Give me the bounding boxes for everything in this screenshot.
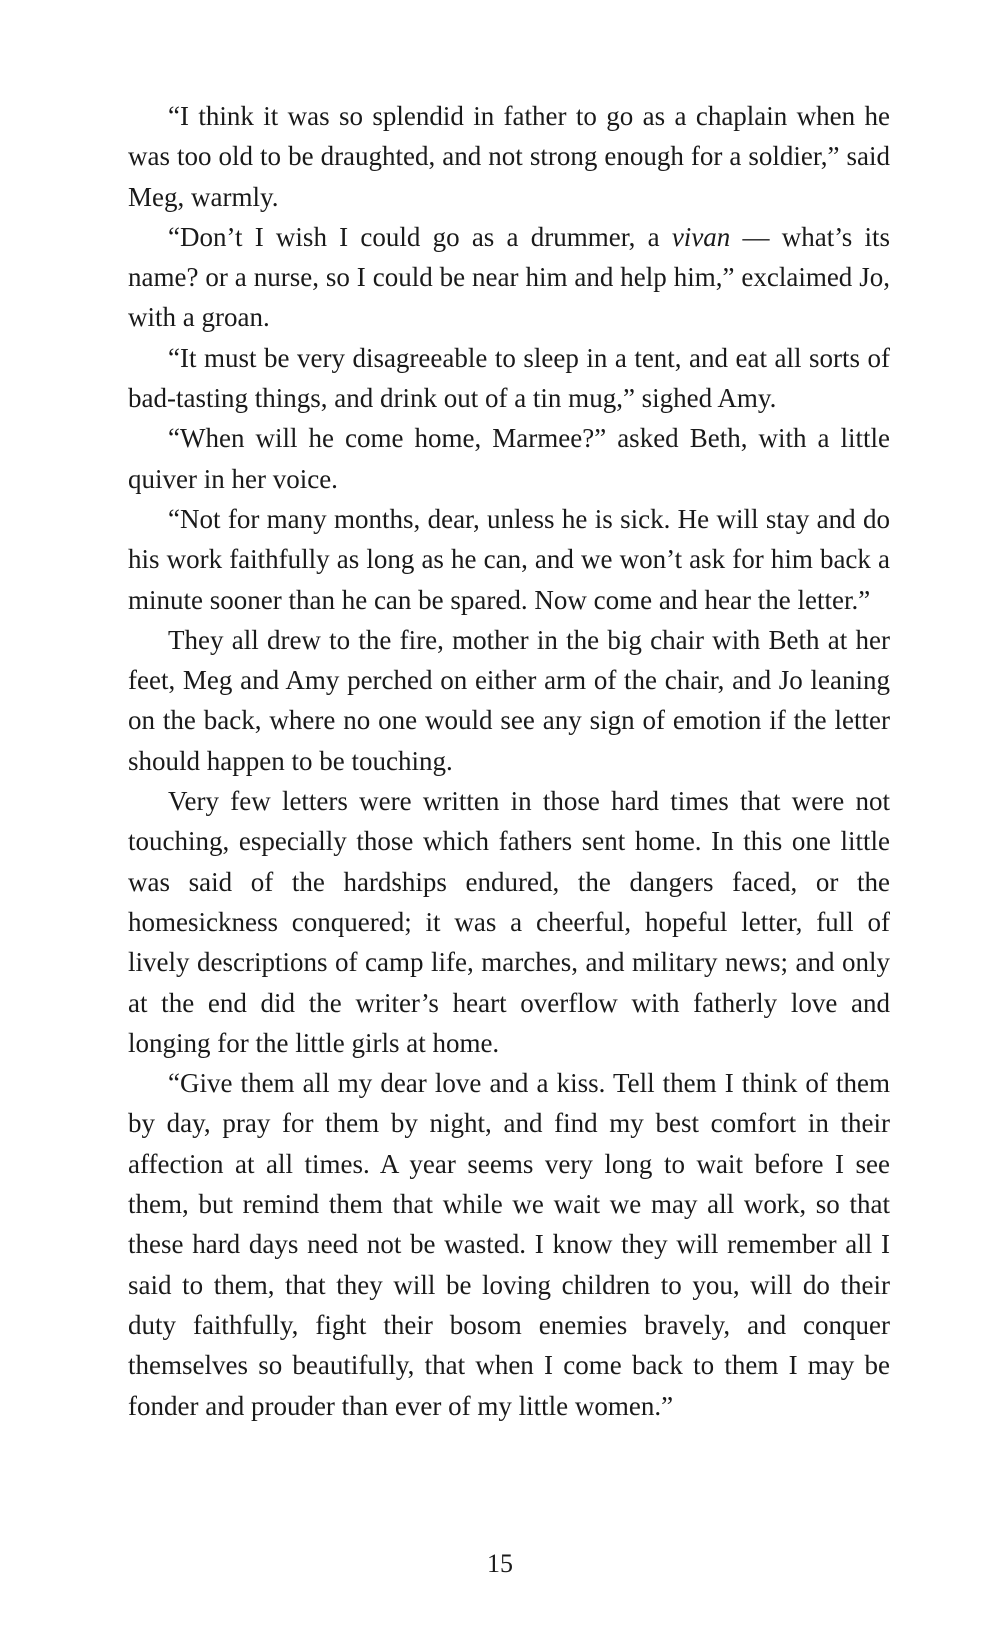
paragraph-letter-quote: “Give them all my dear love and a kiss. Tell them I think of them by day, pray for them by night, and find my best comfort in their affection at all times. A year seems very long to wait before I see them, but remind them that while we wait we may all work, so that these hard days need not be wasted. I know they will remember all I said to them, that they will be loving children to you, will do their duty faithfully, fight their bosom enemies bravely, and conquer themselves so beautifully, that when I come back to them I may be fonder and prouder than ever of my little women.” — [128, 1068, 890, 1421]
paragraph-fire: They all drew to the fire, mother in the big chair with Beth at her feet, Meg and Amy perched on either arm of the chair, and Jo leaning on the back, where no one would see any sign of emotion if the letter should happen to be touching. — [128, 624, 890, 776]
paragraph-jo — [128, 217, 890, 338]
paragraph-beth: “When will he come home, Marmee?” asked Beth, with a little quiver in her voice. — [128, 423, 890, 494]
paragraph-mother: “Not for many months, dear, unless he is sick. He will stay and do his work faithfully as long as he can, and we won’t ask for him back a minute sooner than he can be spared. Now come and hear the letter.” — [128, 503, 890, 615]
italic-word: vivan — [671, 221, 731, 252]
paragraph-jo-start: “Don’t I wish I could go as a drummer, a — [168, 221, 672, 252]
page-body — [128, 96, 890, 1426]
page-number: 15 — [487, 1549, 513, 1578]
paragraph-letters: Very few letters were written in those hard times that were not touching, especially those which fathers sent home. In this one little was said of the hardships endured, the dangers faced, or the homesickness conquered; it was a cheerful, hopeful letter, full of lively descriptions of camp life, marches, and military news; and only at the end did the writer’s heart overflow with fatherly love and longing for the little girls at home. — [128, 786, 890, 1058]
paragraph-amy: “It must be very disagreeable to sleep in a tent, and eat all sorts of bad-tasting things, and drink out of a tin mug,” sighed Amy. — [128, 342, 890, 414]
paragraph-meg: “I think it was so splendid in father to go as a chaplain when he was too old to be draughted, and not strong enough for a soldier,” said Meg, warmly. — [128, 101, 890, 212]
paragraph-jo-end: — what’s its name? or a nurse, so I could be near him and help him,” exclaimed Jo, with a groan. — [128, 221, 890, 333]
